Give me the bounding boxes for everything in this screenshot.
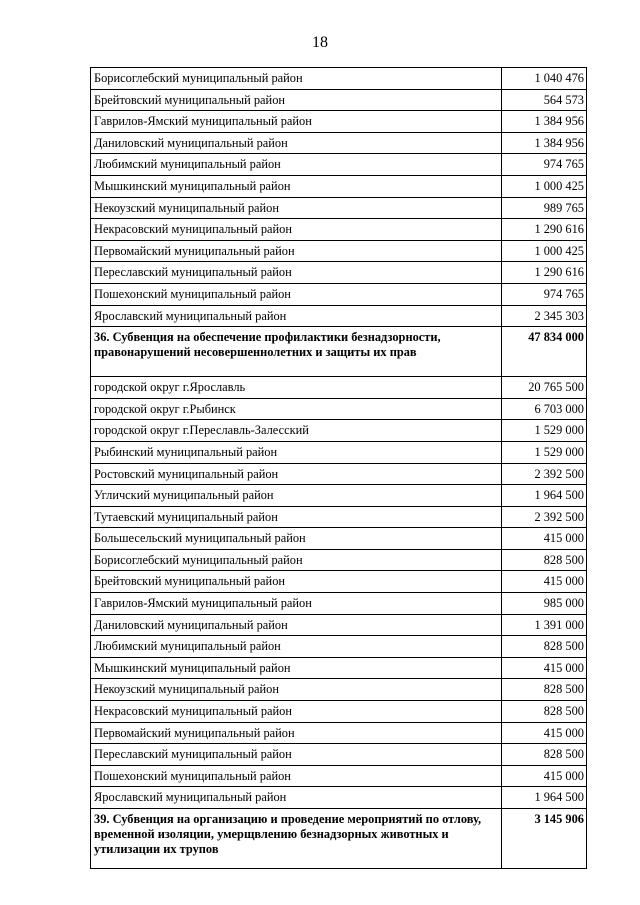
table-row <box>91 305 587 327</box>
district-name: Мышкинский муниципальный район <box>91 657 502 679</box>
district-amount: 828 500 <box>502 636 587 658</box>
table-row <box>91 441 587 463</box>
district-name: Любимский муниципальный район <box>91 636 502 658</box>
table-row <box>91 377 587 399</box>
district-amount: 1 040 476 <box>502 68 587 90</box>
table-row <box>91 722 587 744</box>
district-amount: 564 573 <box>502 89 587 111</box>
district-amount: 828 500 <box>502 679 587 701</box>
table-row <box>91 175 587 197</box>
district-amount: 1 964 500 <box>502 787 587 809</box>
district-name: Даниловский муниципальный район <box>91 614 502 636</box>
table-row <box>91 68 587 90</box>
table-row <box>91 506 587 528</box>
table-row <box>91 701 587 723</box>
district-name: Ярославский муниципальный район <box>91 305 502 327</box>
table-row <box>91 219 587 241</box>
table-row <box>91 89 587 111</box>
table-row <box>91 528 587 550</box>
district-name: Ростовский муниципальный район <box>91 463 502 485</box>
district-name: Брейтовский муниципальный район <box>91 89 502 111</box>
district-name: Некрасовский муниципальный район <box>91 219 502 241</box>
district-name: Даниловский муниципальный район <box>91 132 502 154</box>
table-row <box>91 240 587 262</box>
district-name: Угличский муниципальный район <box>91 485 502 507</box>
district-amount: 6 703 000 <box>502 398 587 420</box>
district-amount: 985 000 <box>502 593 587 615</box>
table-row <box>91 111 587 133</box>
district-amount: 1 391 000 <box>502 614 587 636</box>
subvention-table <box>90 67 587 869</box>
table-row <box>91 679 587 701</box>
district-amount: 974 765 <box>502 154 587 176</box>
table-row <box>91 744 587 766</box>
table-row <box>91 485 587 507</box>
district-name: Гаврилов-Ямский муниципальный район <box>91 593 502 615</box>
district-name: Большесельский муниципальный район <box>91 528 502 550</box>
table-row <box>91 132 587 154</box>
district-name: Переславский муниципальный район <box>91 262 502 284</box>
district-amount: 1 000 425 <box>502 240 587 262</box>
district-amount: 2 345 303 <box>502 305 587 327</box>
district-amount: 1 290 616 <box>502 262 587 284</box>
district-name: Некрасовский муниципальный район <box>91 701 502 723</box>
district-amount: 1 000 425 <box>502 175 587 197</box>
table-row <box>91 571 587 593</box>
district-name: Первомайский муниципальный район <box>91 240 502 262</box>
table-row <box>91 614 587 636</box>
district-name: Некоузский муниципальный район <box>91 679 502 701</box>
section-title: 36. Субвенция на обеспечение профилактики безнадзорности, правонарушений несовершеннолетних и защиты их прав <box>91 327 502 377</box>
district-amount: 415 000 <box>502 528 587 550</box>
district-name: Ярославский муниципальный район <box>91 787 502 809</box>
district-name: Пошехонский муниципальный район <box>91 765 502 787</box>
district-amount: 989 765 <box>502 197 587 219</box>
district-name: Мышкинский муниципальный район <box>91 175 502 197</box>
district-amount: 1 290 616 <box>502 219 587 241</box>
table-row <box>91 398 587 420</box>
district-amount: 2 392 500 <box>502 506 587 528</box>
district-amount: 974 765 <box>502 283 587 305</box>
district-amount: 828 500 <box>502 744 587 766</box>
district-name: Тутаевский муниципальный район <box>91 506 502 528</box>
district-name: Некоузский муниципальный район <box>91 197 502 219</box>
district-amount: 1 384 956 <box>502 111 587 133</box>
table-row <box>91 765 587 787</box>
district-name: Переславский муниципальный район <box>91 744 502 766</box>
district-name: Пошехонский муниципальный район <box>91 283 502 305</box>
section-title: 39. Субвенция на организацию и проведение мероприятий по отлову, временной изоляции, умерщвлению безнадзорных животных и утилизации их трупов <box>91 809 502 869</box>
district-name: Первомайский муниципальный район <box>91 722 502 744</box>
table-row <box>91 154 587 176</box>
district-name: городской округ г.Ярославль <box>91 377 502 399</box>
district-name: Борисоглебский муниципальный район <box>91 549 502 571</box>
section-row-36 <box>91 327 587 377</box>
section-total: 47 834 000 <box>502 327 587 377</box>
table-row <box>91 636 587 658</box>
district-amount: 828 500 <box>502 701 587 723</box>
section-total: 3 145 906 <box>502 809 587 869</box>
district-name: городской округ г.Переславль-Залесский <box>91 420 502 442</box>
district-name: Любимский муниципальный район <box>91 154 502 176</box>
district-name: Гаврилов-Ямский муниципальный район <box>91 111 502 133</box>
table-row <box>91 593 587 615</box>
table-row <box>91 420 587 442</box>
district-amount: 415 000 <box>502 765 587 787</box>
table-row <box>91 463 587 485</box>
district-amount: 1 964 500 <box>502 485 587 507</box>
section-row-39 <box>91 809 587 869</box>
page-number: 18 <box>312 34 328 51</box>
table-row <box>91 197 587 219</box>
district-amount: 20 765 500 <box>502 377 587 399</box>
district-name: Рыбинский муниципальный район <box>91 441 502 463</box>
district-amount: 415 000 <box>502 571 587 593</box>
district-amount: 828 500 <box>502 549 587 571</box>
district-name: Борисоглебский муниципальный район <box>91 68 502 90</box>
district-name: Брейтовский муниципальный район <box>91 571 502 593</box>
table-row <box>91 283 587 305</box>
district-amount: 415 000 <box>502 657 587 679</box>
table-row <box>91 262 587 284</box>
table-row <box>91 657 587 679</box>
table-row <box>91 787 587 809</box>
district-amount: 415 000 <box>502 722 587 744</box>
district-amount: 1 529 000 <box>502 441 587 463</box>
district-amount: 2 392 500 <box>502 463 587 485</box>
subvention-table-body <box>91 68 587 869</box>
table-row <box>91 549 587 571</box>
district-amount: 1 384 956 <box>502 132 587 154</box>
district-amount: 1 529 000 <box>502 420 587 442</box>
district-name: городской округ г.Рыбинск <box>91 398 502 420</box>
